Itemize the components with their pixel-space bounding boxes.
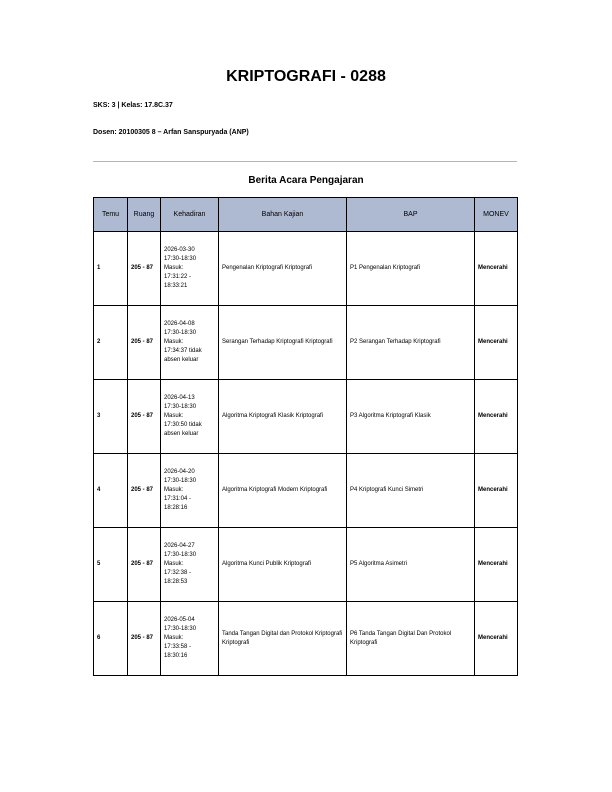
- kehadiran-in: 17:30:50 tidak: [164, 422, 202, 428]
- cell-bap: P6 Tanda Tangan Digital Dan Protokol Kriptografi: [347, 602, 475, 676]
- cell-ruang: 205 - 87: [128, 528, 161, 602]
- cell-monev: Mencerahi: [475, 306, 518, 380]
- table-header-row: [94, 198, 518, 232]
- kehadiran-date: 2026-03-30: [164, 247, 195, 253]
- cell-monev: Mencerahi: [475, 232, 518, 306]
- kehadiran-label: Masuk:: [164, 487, 184, 493]
- kehadiran-label: Masuk:: [164, 413, 184, 419]
- table-row: [94, 602, 518, 676]
- cell-monev: Mencerahi: [475, 380, 518, 454]
- cell-temu: 2: [94, 306, 128, 380]
- kehadiran-out: 18:28:16: [164, 505, 188, 511]
- cell-kehadiran: [161, 232, 219, 306]
- cell-monev: Mencerahi: [475, 528, 518, 602]
- kehadiran-date: 2026-04-20: [164, 469, 195, 475]
- cell-bahan-kajian: Pengenalan Kriptografi Kriptografi: [219, 232, 347, 306]
- table-row: [94, 380, 518, 454]
- kehadiran-in: 17:34:37 tidak: [164, 348, 202, 354]
- cell-temu: 4: [94, 454, 128, 528]
- kehadiran-out: 18:33:21: [164, 283, 188, 289]
- kehadiran-slot: 17:30-18:30: [164, 256, 197, 262]
- table-row: [94, 306, 518, 380]
- cell-temu: 3: [94, 380, 128, 454]
- section-title: Berita Acara Pengajaran: [248, 175, 364, 186]
- cell-temu: 1: [94, 232, 128, 306]
- kehadiran-in: 17:32:38 -: [164, 570, 192, 576]
- kehadiran-out: absen keluar: [164, 431, 199, 437]
- kehadiran-slot: 17:30-18:30: [164, 478, 197, 484]
- kehadiran-slot: 17:30-18:30: [164, 626, 197, 632]
- cell-temu: 5: [94, 528, 128, 602]
- header-bap: BAP: [347, 198, 475, 232]
- cell-monev: Mencerahi: [475, 454, 518, 528]
- kehadiran-label: Masuk:: [164, 265, 184, 271]
- table-row: [94, 528, 518, 602]
- cell-ruang: 205 - 87: [128, 454, 161, 528]
- table-row: [94, 454, 518, 528]
- bap-table: [93, 197, 518, 676]
- cell-kehadiran: [161, 306, 219, 380]
- cell-ruang: 205 - 87: [128, 380, 161, 454]
- cell-kehadiran: [161, 454, 219, 528]
- cell-kehadiran: [161, 602, 219, 676]
- cell-bahan-kajian: Algoritma Kriptografi Modern Kriptografi: [219, 454, 347, 528]
- kehadiran-out: absen keluar: [164, 357, 199, 363]
- header-monev: MONEV: [475, 198, 518, 232]
- kehadiran-slot: 17:30-18:30: [164, 404, 197, 410]
- kehadiran-date: 2026-04-13: [164, 395, 195, 401]
- cell-kehadiran: [161, 528, 219, 602]
- divider: [93, 161, 517, 162]
- header-kehadiran: Kehadiran: [161, 198, 219, 232]
- kehadiran-label: Masuk:: [164, 635, 184, 641]
- kehadiran-out: 18:28:53: [164, 579, 188, 585]
- cell-bahan-kajian: Algoritma Kunci Publik Kriptografi: [219, 528, 347, 602]
- table-row: [94, 232, 518, 306]
- kehadiran-label: Masuk:: [164, 561, 184, 567]
- header-ruang: Ruang: [128, 198, 161, 232]
- cell-ruang: 205 - 87: [128, 232, 161, 306]
- kehadiran-in: 17:33:58 -: [164, 644, 192, 650]
- cell-bahan-kajian: Algoritma Kriptografi Klasik Kriptografi: [219, 380, 347, 454]
- cell-ruang: 205 - 87: [128, 306, 161, 380]
- kehadiran-label: Masuk:: [164, 339, 184, 345]
- kehadiran-date: 2026-05-04: [164, 617, 195, 623]
- header-bahan-kajian: Bahan Kajian: [219, 198, 347, 232]
- cell-bap: P3 Algoritma Kriptografi Klasik: [347, 380, 475, 454]
- cell-bap: P4 Kriptografi Kunci Simetri: [347, 454, 475, 528]
- cell-kehadiran: [161, 380, 219, 454]
- header-temu: Temu: [94, 198, 128, 232]
- kehadiran-slot: 17:30-18:30: [164, 330, 197, 336]
- kehadiran-in: 17:31:22 -: [164, 274, 192, 280]
- cell-monev: Mencerahi: [475, 602, 518, 676]
- course-info: SKS: 3 | Kelas: 17.8C.37: [93, 102, 173, 109]
- kehadiran-in: 17:31:04 -: [164, 496, 192, 502]
- cell-bahan-kajian: Serangan Terhadap Kriptografi Kriptografi: [219, 306, 347, 380]
- cell-bap: P2 Serangan Terhadap Kriptografi: [347, 306, 475, 380]
- cell-bahan-kajian: Tanda Tangan Digital dan Protokol Kriptografi Kriptografi: [219, 602, 347, 676]
- kehadiran-date: 2026-04-08: [164, 321, 195, 327]
- cell-ruang: 205 - 87: [128, 602, 161, 676]
- cell-bap: P1 Pengenalan Kriptografi: [347, 232, 475, 306]
- cell-bap: P5 Algoritma Asimetri: [347, 528, 475, 602]
- cell-temu: 6: [94, 602, 128, 676]
- kehadiran-slot: 17:30-18:30: [164, 552, 197, 558]
- kehadiran-out: 18:30:16: [164, 653, 188, 659]
- kehadiran-date: 2026-04-27: [164, 543, 195, 549]
- page-title: KRIPTOGRAFI - 0288: [226, 68, 386, 85]
- lecturer-info: Dosen: 20100305 8 – Arfan Sanspuryada (ANP): [93, 129, 249, 136]
